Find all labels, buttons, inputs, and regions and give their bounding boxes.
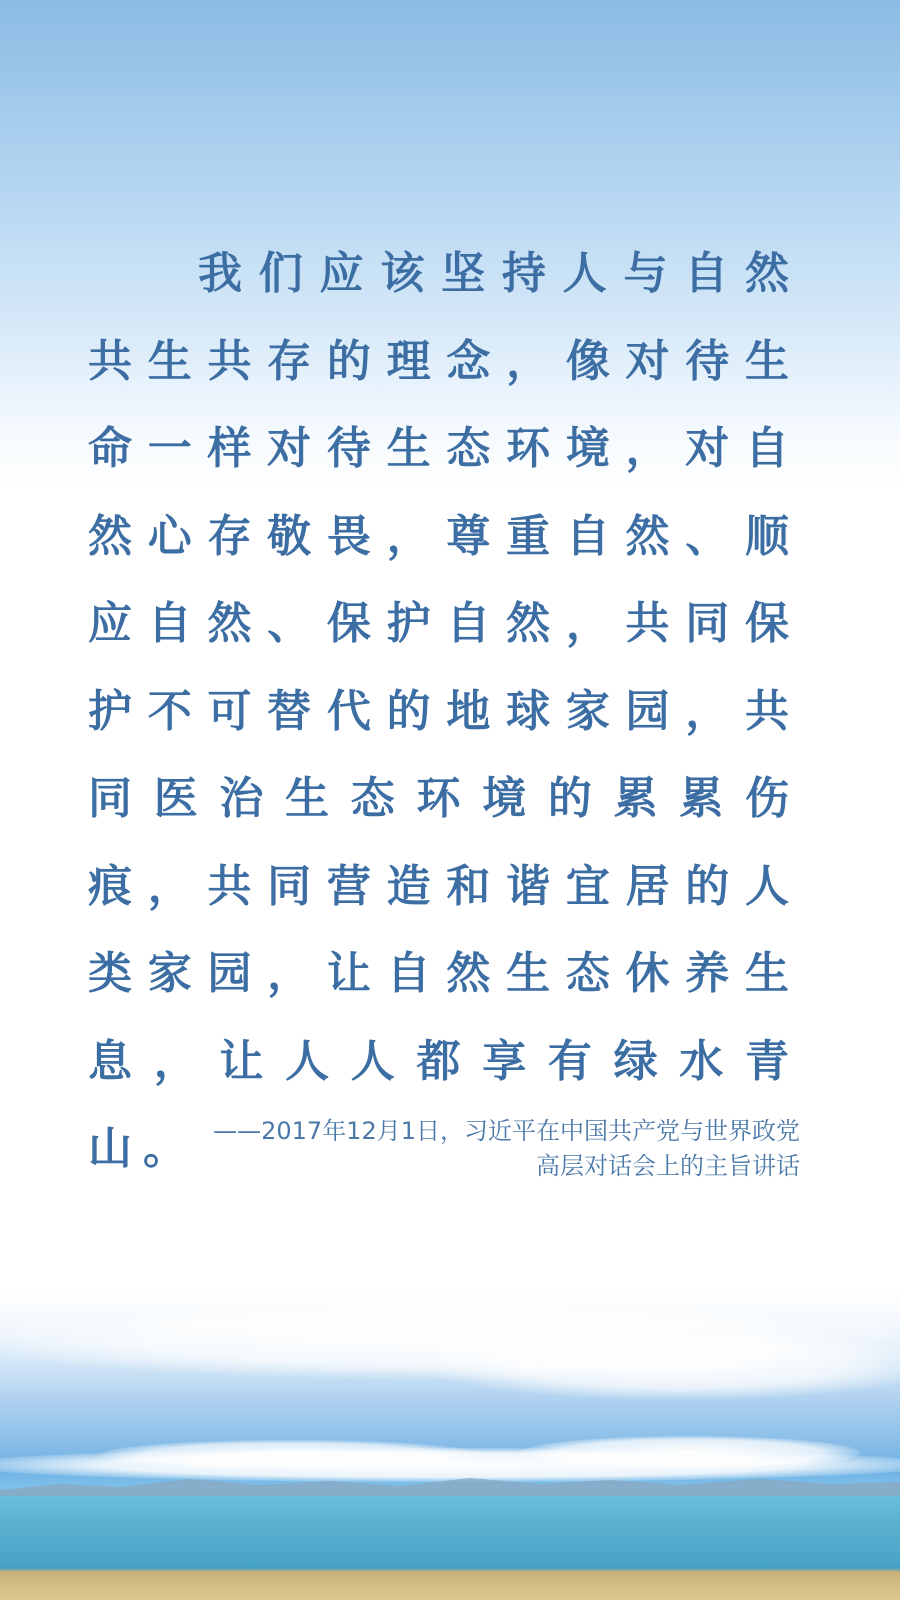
quote-text: 我们应该坚持人与自然共生共存的理念，像对待生命一样对待生态环境，对自然心存敬畏，尊重自然、顺应自然、保护自然，共同保护不可替代的地球家园，共同医治生态环境的累累伤痕，共同营造和谐宜居的人类家园，让自然生态休养生息，让人人都享有绿水青山。 [88,248,800,1174]
distant-mountains [0,1470,900,1496]
cloud-layer [420,1330,900,1400]
source-line-2: 高层对话会上的主旨讲话 [536,1152,800,1180]
quote-source [100,1114,800,1184]
source-line-1: ——2017年12月1日，习近平在中国共产党与世界政党 [213,1117,800,1145]
